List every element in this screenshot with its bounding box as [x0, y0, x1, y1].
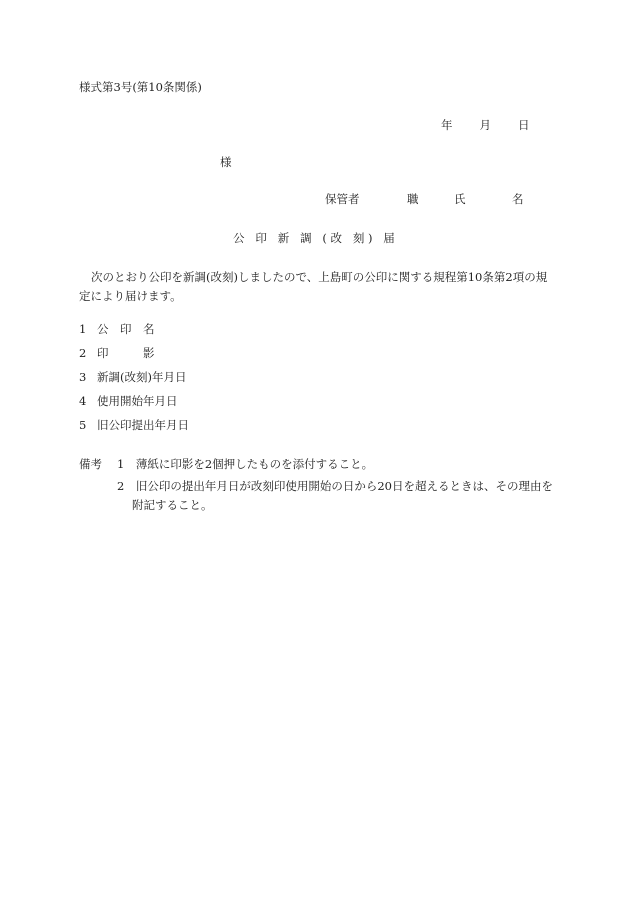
- keeper-label: 保管者: [325, 192, 360, 206]
- item-number: 1: [79, 322, 87, 336]
- date-line: [441, 120, 530, 132]
- addressee-suffix: 様: [220, 155, 232, 169]
- item-label: 印 影: [97, 346, 155, 360]
- remark-note-1: 1 薄紙に印影を2個押したものを添付すること。: [117, 457, 374, 471]
- day-label: 日: [518, 118, 530, 132]
- name-label-2: 名: [512, 192, 524, 206]
- position-label: 職: [407, 192, 419, 206]
- item-label: 旧公印提出年月日: [97, 418, 189, 432]
- item-number: 5: [79, 418, 87, 432]
- year-label: 年: [441, 118, 453, 132]
- applicant-line: [325, 194, 524, 206]
- list-item: [79, 420, 189, 432]
- list-item: [79, 372, 186, 384]
- remark-note-2: 2 旧公印の提出年月日が改刻印使用開始の日から20日を超えるときは、その理由を附記すること。: [117, 479, 553, 512]
- item-label: 新調(改刻)年月日: [97, 370, 187, 384]
- list-item: [79, 348, 155, 360]
- item-number: 4: [79, 394, 87, 408]
- list-item: [79, 396, 178, 408]
- item-label: 公 印 名: [97, 322, 155, 336]
- item-number: 3: [79, 370, 87, 384]
- body-text: 次のとおり公印を新調(改刻)しましたので、上島町の公印に関する規程第10条第2項の規定により届けます。: [79, 270, 548, 303]
- item-label: 使用開始年月日: [97, 394, 178, 408]
- remarks-label: 備考: [79, 457, 102, 471]
- name-label-1: 氏: [454, 192, 466, 206]
- item-number: 2: [79, 346, 87, 360]
- list-item: [79, 324, 155, 336]
- month-label: 月: [479, 118, 491, 132]
- form-number: 様式第3号(第10条関係): [79, 80, 202, 94]
- document-title: 公 印 新 調 (改 刻) 届: [233, 231, 399, 245]
